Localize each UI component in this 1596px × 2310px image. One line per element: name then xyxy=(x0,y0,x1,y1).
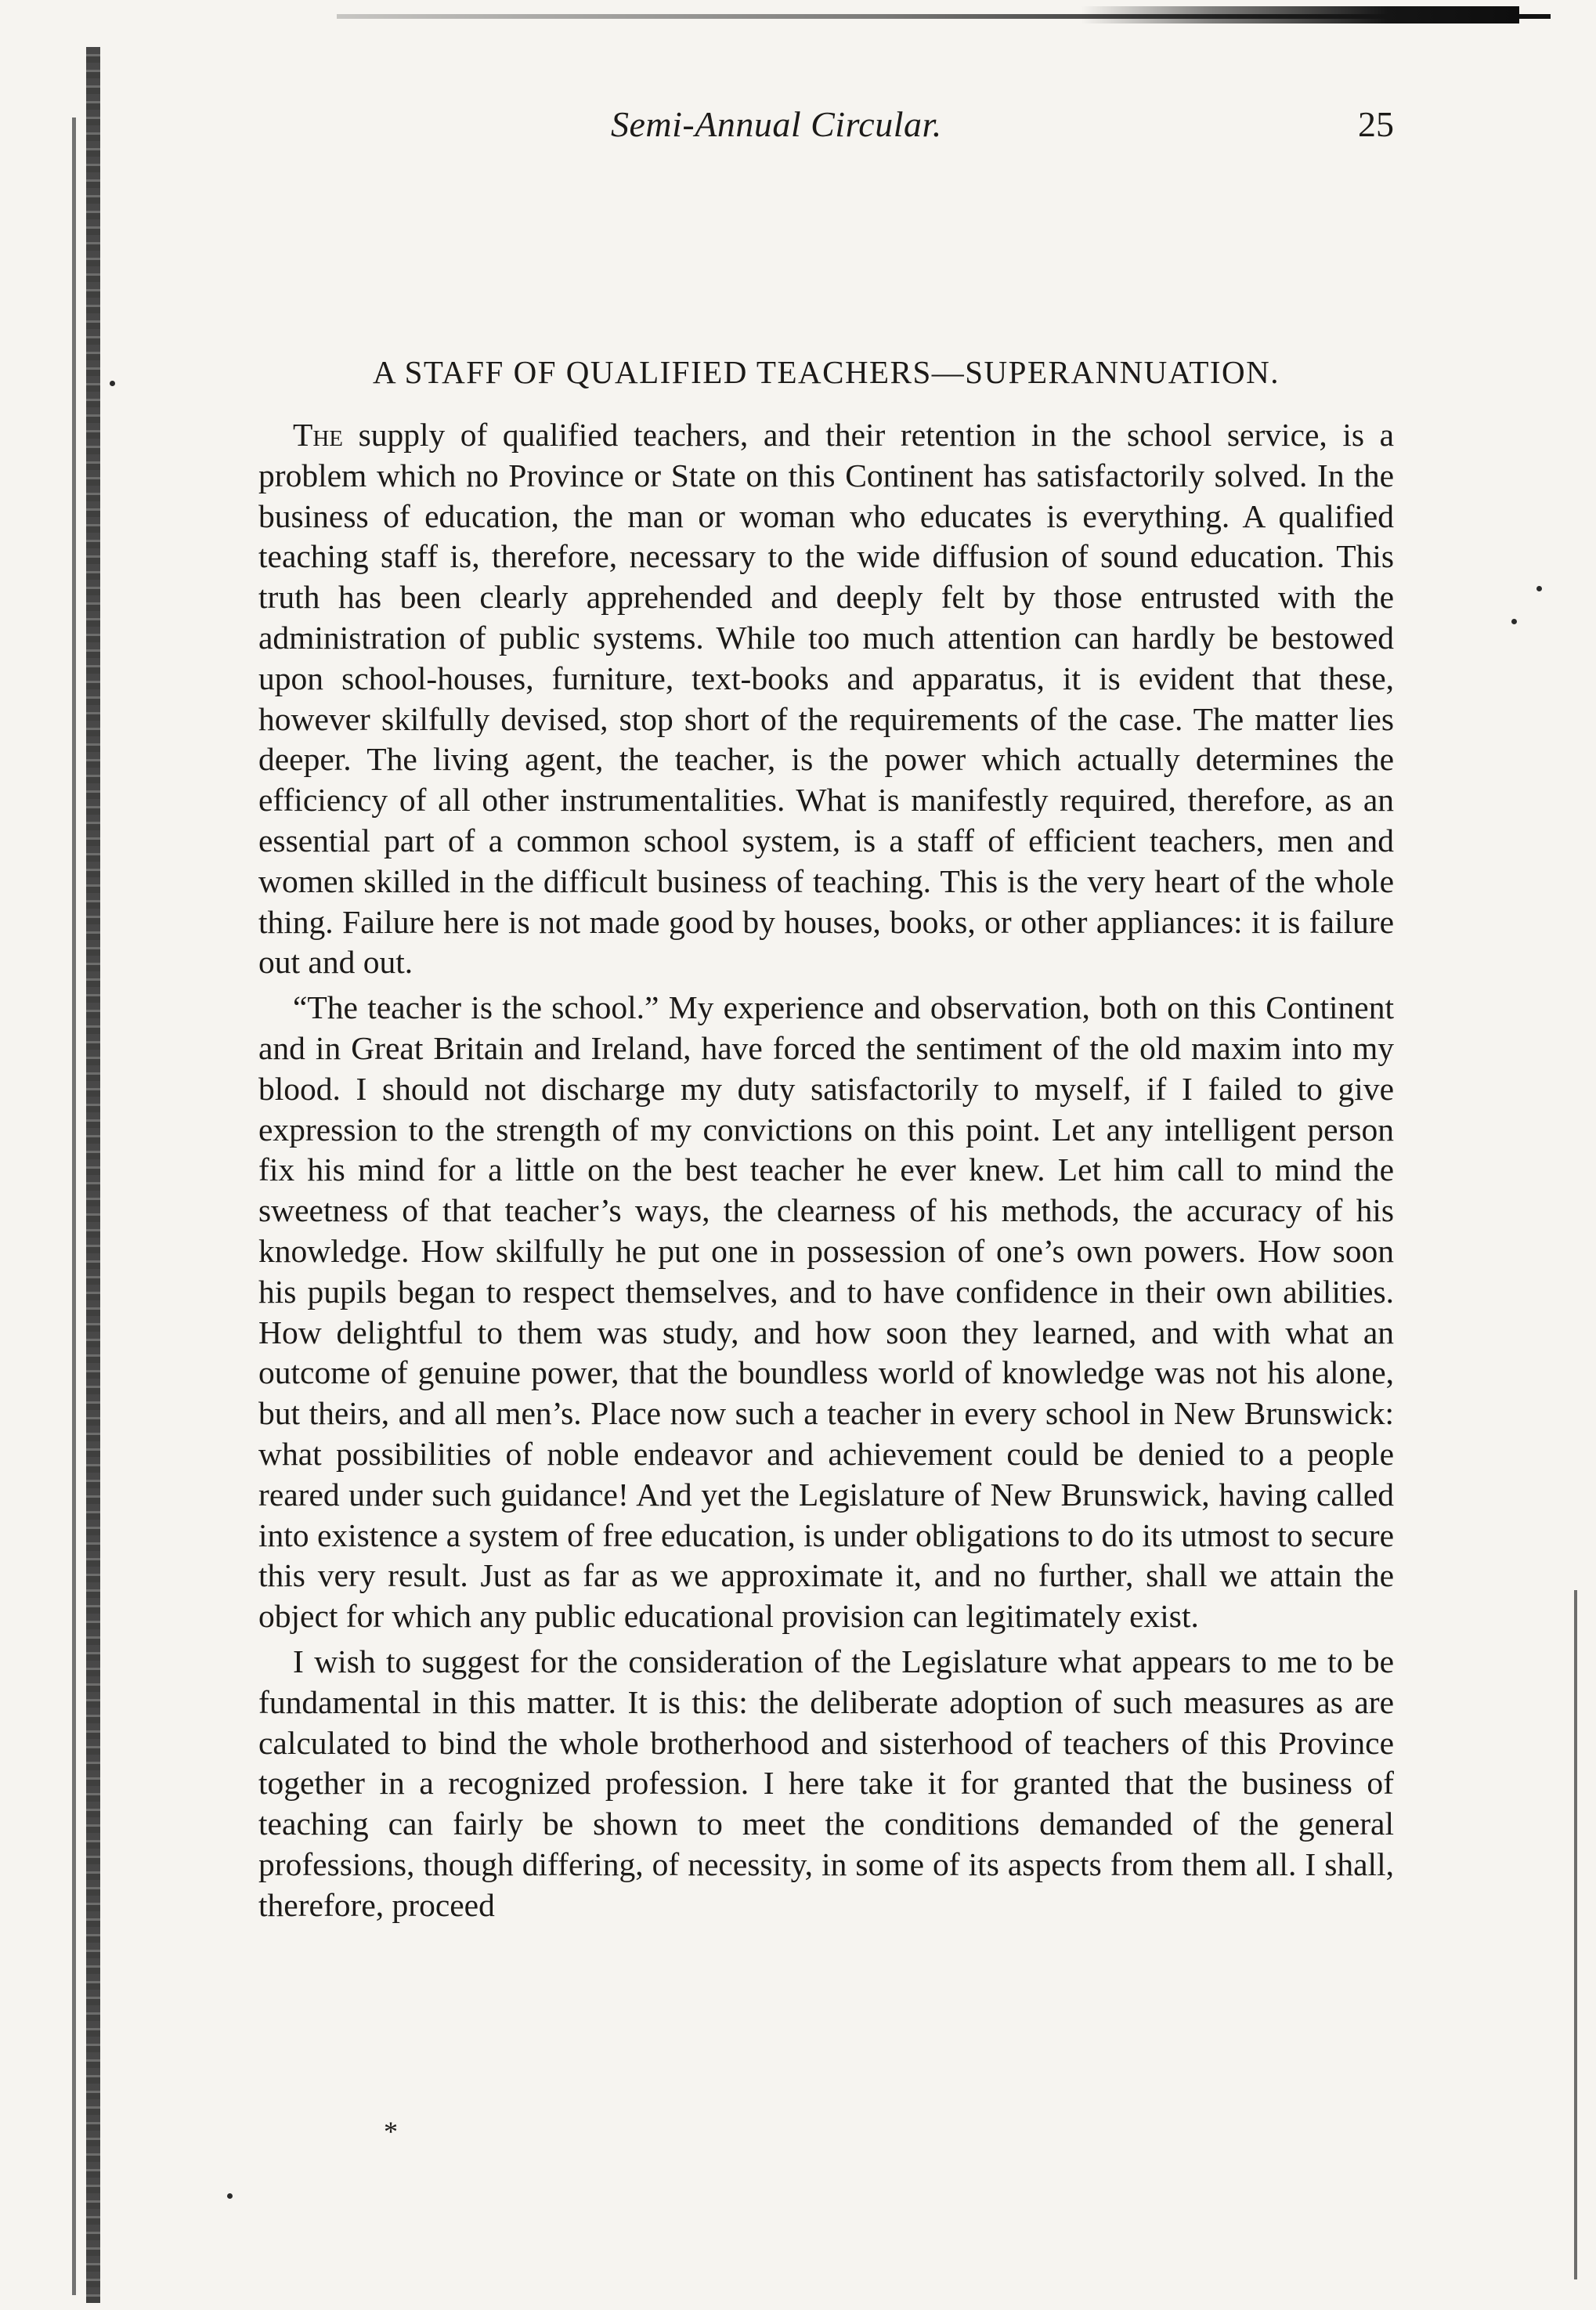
signature-mark: * xyxy=(384,2116,398,2147)
paragraph-2: “The teacher is the school.” My experience and observation, both on this Continent and in Great Britain and Ireland, have forced the sentiment of the old maxim into my blood. I should not discharge my duty satisfactorily to myself, if I failed to give expression to the strength of my convictions on this point. Let any intelligent person fix his mind for a little on the best teacher he ever knew. Let him call to mind the sweetness of that teacher’s ways, the clearness of his methods, the accuracy of his knowledge. How skilfully he put one in possession of one’s own powers. How soon his pupils began to respect themselves, and to have confidence in their own abilities. How delightful to them was study, and how soon they learned, and with what an outcome of genuine power, that the boundless world of knowledge was not his alone, but theirs, and all men’s. Place now such a teacher in every school in New Brunswick: what possibilities of noble endeavor and achievement could be denied to a people reared under such guidance! And yet the Legislature of New Brunswick, having called into existence a system of free education, is under obligations to do its utmost to secure this very result. Just as far as we approximate it, and no further, shall we attain the object for which any public educational provision can legitimately exist. xyxy=(258,989,1394,1635)
paragraph-1 xyxy=(258,415,1394,983)
paragraph-1-text: supply of qualified teachers, and their retention in the school service, is a problem which no Province or State on this Continent has satisfactorily solved. In the business of education, the man or woman who educates is everything. A qualified teaching staff is, therefore, necessary to the wide diffusion of sound education. This truth has been clearly apprehended and deeply felt by those entrusted with the administration of public systems. While too much attention can hardly be bestowed upon school-houses, furniture, text-books and apparatus, it is evident that these, however skilfully devised, stop short of the requirements of the case. The matter lies deeper. The living agent, the teacher, is the power which actually determines the efficiency of all other instrumentalities. What is manifestly required, therefore, as an essential part of a common school system, is a staff of efficient teachers, men and women skilled in the difficult business of teaching. This is the very heart of the whole thing. Failure here is not made good by houses, books, or other appliances: it is failure out and out. xyxy=(258,417,1394,981)
scan-speck xyxy=(1536,586,1542,591)
running-title: Semi-Annual Circular. xyxy=(611,104,942,144)
section-heading: A STAFF OF QUALIFIED TEACHERS—SUPERANNUATION. xyxy=(372,354,1280,390)
binding-edge-line xyxy=(72,117,76,2295)
scan-speck xyxy=(227,2193,233,2199)
page-header xyxy=(266,103,1394,158)
scan-speck xyxy=(1511,619,1517,624)
article-body xyxy=(258,352,1394,1925)
page-number: 25 xyxy=(1358,104,1394,144)
paragraph-3: I wish to suggest for the consideration of the Legislature what appears to me to be fundamental in this matter. It is this: the deliberate adoption of such measures as are calculated to bind the whole brotherhood and sisterhood of teachers of this Province together in a recognized profession. I here take it for granted that the business of teaching can fairly be shown to meet the conditions demanded of the general professions, though differing, of necessity, in some of its aspects from them all. I shall, therefore, proceed xyxy=(258,1643,1394,1923)
scan-speck xyxy=(110,381,115,386)
right-edge-line xyxy=(1574,1590,1577,2279)
binding-edge xyxy=(86,47,100,2303)
top-edge-shadow xyxy=(1081,6,1519,23)
lead-word: The xyxy=(293,417,344,453)
